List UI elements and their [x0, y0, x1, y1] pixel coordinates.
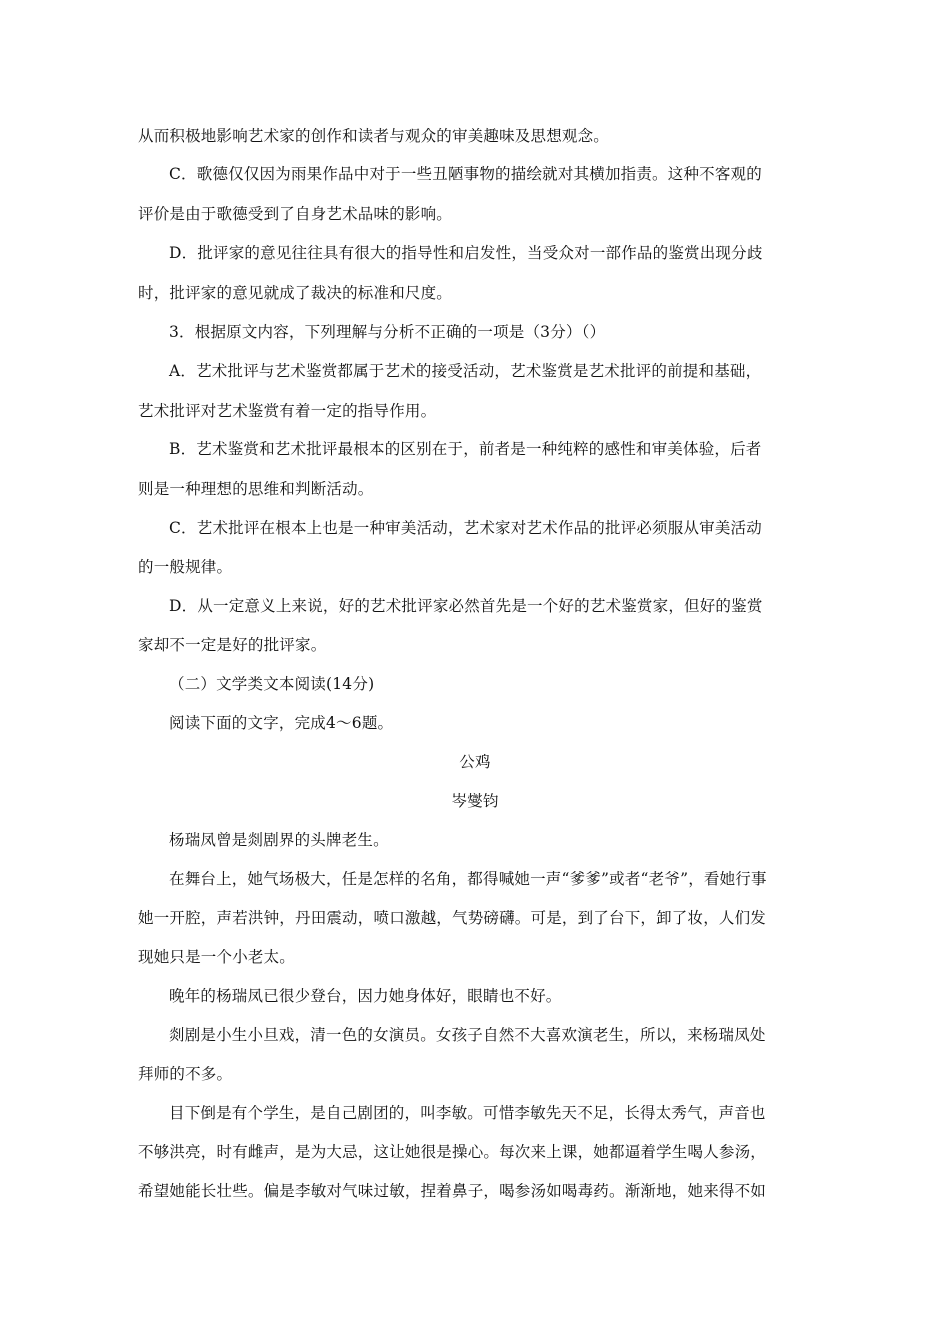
paragraph-line: 杨瑞凤曾是剡剧界的头牌老生。	[169, 831, 389, 849]
question-3: 3．根据原文内容，下列理解与分析不正确的一项是（3分）（）	[169, 323, 606, 341]
paragraph-line: 现她只是一个小老太。	[138, 948, 296, 966]
option-c-line: C．歌德仅仅因为雨果作品中对于一些丑陋事物的描绘就对其横加指责。这种不客观的	[169, 165, 762, 183]
option-a-line: A．艺术批评与艺术鉴赏都属于艺术的接受活动，艺术鉴赏是艺术批评的前提和基础，	[169, 362, 762, 380]
paragraph-line: 希望她能长壮些。偏是李敏对气味过敏，捏着鼻子，喝参汤如喝毒药。渐渐地，她来得不如	[138, 1182, 767, 1200]
paragraph-line: 拜师的不多。	[138, 1065, 233, 1083]
paragraph-line: 她一开腔，声若洪钟，丹田震动，喷口激越，气势磅礴。可是，到了台下，卸了妆，人们发	[138, 909, 767, 927]
section-heading: （二）文学类文本阅读(14分)	[169, 675, 375, 693]
option-d-line: D．批评家的意见往往具有很大的指导性和启发性，当受众对一部作品的鉴赏出现分歧	[169, 244, 763, 262]
paragraph-line: 剡剧是小生小旦戏，清一色的女演员。女孩子自然不大喜欢演老生，所以，来杨瑞凤处	[169, 1026, 766, 1044]
text-line: 家却不一定是好的批评家。	[138, 636, 327, 654]
option-c-line: C．艺术批评在根本上也是一种审美活动，艺术家对艺术作品的批评必须服从审美活动	[169, 519, 762, 537]
option-d-line: D．从一定意义上来说，好的艺术批评家必然首先是一个好的艺术鉴赏家，但好的鉴赏	[169, 597, 763, 615]
paragraph-line: 不够洪亮，时有雌声，是为大忌，这让她很是操心。每次来上课，她都逼着学生喝人参汤，	[138, 1143, 767, 1161]
option-b-line: B．艺术鉴赏和艺术批评最根本的区别在于，前者是一种纯粹的感性和审美体验，后者	[169, 440, 762, 458]
text-line: 的一般规律。	[138, 558, 233, 576]
story-author: 岑燮钧	[451, 792, 499, 810]
text-line: 艺术批评对艺术鉴赏有着一定的指导作用。	[138, 402, 437, 420]
paragraph-line: 晚年的杨瑞凤已很少登台，因力她身体好，眼睛也不好。	[169, 987, 562, 1005]
instruction-line: 阅读下面的文字，完成4～6题。	[169, 714, 394, 732]
paragraph-line: 目下倒是有个学生，是自己剧团的，叫李敏。可惜李敏先天不足，长得太秀气，声音也	[169, 1104, 766, 1122]
story-title: 公鸡	[459, 753, 491, 771]
text-line: 从而积极地影响艺术家的创作和读者与观众的审美趣味及思想观念。	[138, 127, 610, 145]
text-line: 则是一种理想的思维和判断活动。	[138, 480, 374, 498]
text-line: 时，批评家的意见就成了裁决的标准和尺度。	[138, 284, 453, 302]
text-line: 评价是由于歌德受到了自身艺术品味的影响。	[138, 205, 453, 223]
paragraph-line: 在舞台上，她气场极大，任是怎样的名角，都得喊她一声“爹爹”或者“老爷”，看她行事	[169, 870, 767, 888]
